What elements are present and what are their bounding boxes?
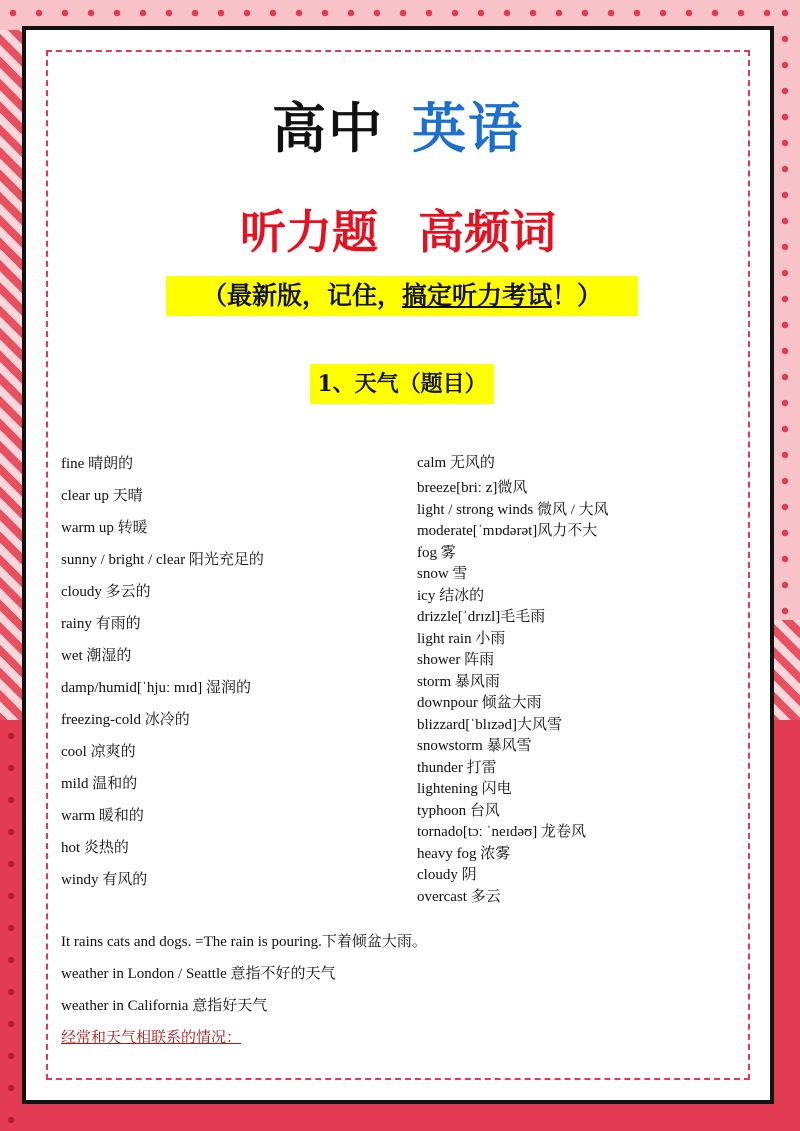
vocab-item: lightening 闪电: [417, 781, 512, 797]
vocab-item: storm 暴风雨: [417, 673, 500, 690]
notes-section: [61, 926, 427, 1054]
vocab-item: heavy fog 浓雾: [417, 845, 511, 862]
vocab-item: icy 结冰的: [417, 587, 485, 604]
note-line: weather in London / Seattle 意指不好的天气: [61, 966, 336, 982]
subtitle-part1: 听力题: [240, 205, 378, 259]
vocab-item: snow 雪: [417, 566, 468, 582]
vocab-item: freezing-cold 冰冷的: [61, 712, 190, 728]
vocab-item: damp/humid[ˈhjuː mɪd] 湿润的: [61, 680, 251, 696]
vocab-item: warm up 转暖: [61, 520, 148, 536]
vocab-item: breeze[briː z]微风: [417, 480, 528, 496]
vocab-list-right: [417, 448, 609, 908]
vocab-item: fog 雾: [417, 544, 456, 561]
document-card: [22, 26, 774, 1104]
vocab-item: downpour 倾盆大雨: [417, 695, 542, 711]
background-dots-right: [772, 0, 800, 620]
vocab-item: light rain 小雨: [417, 630, 506, 647]
vocab-item: typhoon 台风: [417, 802, 500, 819]
page-title: [26, 86, 770, 163]
note-line: weather in California 意指好天气: [61, 998, 268, 1014]
subtitle-part2: 高频词: [418, 205, 556, 259]
vocab-item: wet 潮湿的: [61, 648, 132, 664]
vocab-item: calm 无风的: [417, 455, 495, 471]
vocab-item: windy 有风的: [61, 872, 148, 888]
title-part1: 高中: [272, 97, 384, 160]
title-part2: 英语: [412, 97, 524, 160]
note-heading-underlined: 经常和天气相联系的情况：: [61, 1030, 242, 1046]
vocab-item: thunder 打雷: [417, 759, 497, 776]
banner-pre: （最新版，记住，: [201, 281, 402, 310]
vocab-item: drizzle[ˈdrɪzl]毛毛雨: [417, 609, 546, 625]
vocab-item: cool 凉爽的: [61, 744, 136, 760]
highlight-banner: [166, 276, 638, 316]
vocab-item: blizzard[ˈblɪzəd]大风雪: [417, 716, 562, 733]
vocab-item: shower 阵雨: [417, 652, 495, 668]
vocab-item: sunny / bright / clear 阳光充足的: [61, 552, 264, 568]
vocab-item: moderate[ˈmɒdərət]风力不大: [417, 523, 598, 539]
note-line: It rains cats and dogs. =The rain is pouring.下着倾盆大雨。: [61, 934, 427, 950]
vocab-item: light / strong winds 微风 / 大风: [417, 501, 609, 518]
banner-post: ！）: [552, 281, 603, 310]
banner-underlined: 搞定听力考试: [401, 281, 552, 310]
vocab-list-left: [61, 448, 264, 896]
vocab-item: overcast 多云: [417, 888, 501, 905]
vocab-item: mild 温和的: [61, 776, 138, 792]
vocab-item: hot 炎热的: [61, 840, 129, 856]
vocab-item: clear up 天晴: [61, 488, 143, 504]
vocab-item: tornado[tɔː ˈneɪdəʊ] 龙卷风: [417, 824, 587, 840]
vocab-item: cloudy 多云的: [61, 584, 151, 600]
section-title: 1、天气（题目）: [310, 364, 494, 404]
vocab-item: snowstorm 暴风雪: [417, 738, 532, 754]
vocab-item: cloudy 阴: [417, 867, 477, 883]
background-dots-left: [0, 720, 22, 1131]
vocab-item: fine 晴朗的: [61, 456, 134, 472]
vocab-item: warm 暖和的: [61, 808, 144, 824]
vocab-item: rainy 有雨的: [61, 616, 141, 632]
page-subtitle: [26, 196, 770, 262]
